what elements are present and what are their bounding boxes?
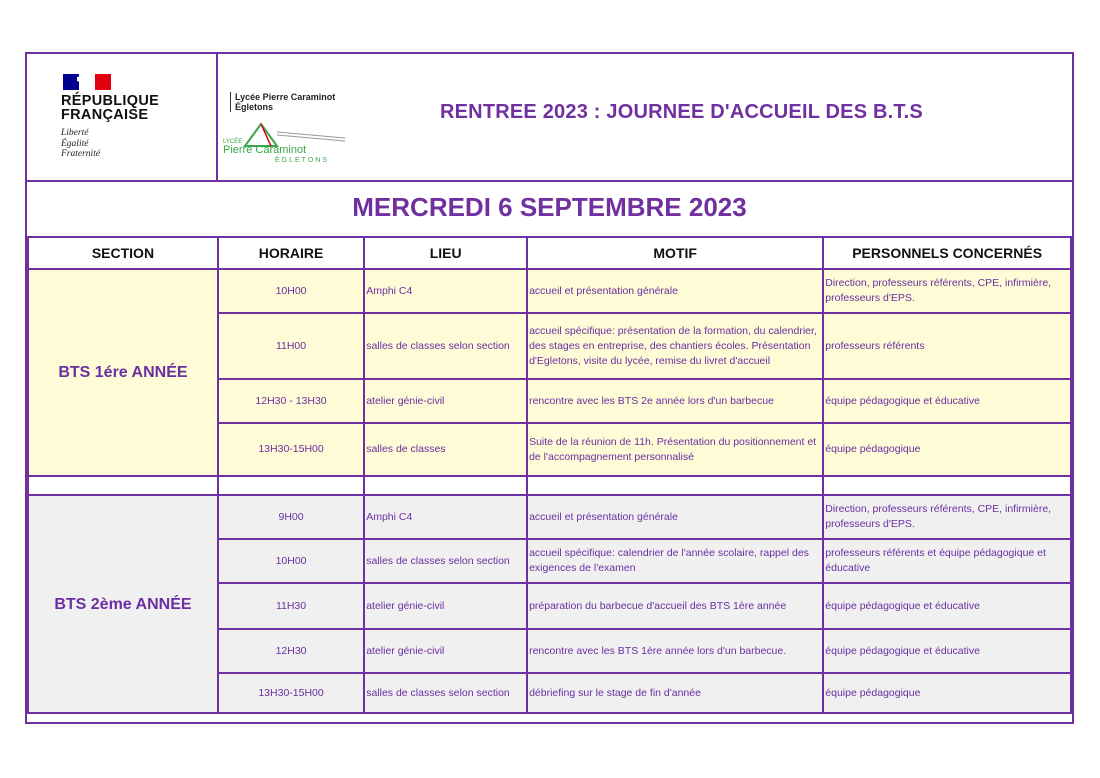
horaire-cell: 13H30-15H00 (218, 673, 364, 713)
motif-cell: accueil et présentation générale (527, 495, 823, 539)
horaire-cell: 11H30 (218, 583, 364, 629)
col-header-lieu: LIEU (364, 237, 527, 269)
devise (61, 128, 100, 160)
horaire-cell: 12H30 - 13H30 (218, 379, 364, 423)
personnels-cell: équipe pédagogique et éducative (823, 379, 1071, 423)
schedule-table (27, 236, 1072, 714)
personnels-cell: Direction, professeurs référents, CPE, infirmière, professeurs d'EPS. (823, 269, 1071, 313)
motif-cell: rencontre avec les BTS 1ère année lors d'un barbecue. (527, 629, 823, 673)
francaise-line: FRANÇAISE (61, 107, 149, 123)
devise-fraternite: Fraternité (61, 149, 101, 159)
section-bts2: BTS 2ème ANNÉE (28, 495, 218, 713)
devise-egalite: Égalité (61, 138, 89, 149)
horaire-cell: 11H00 (218, 313, 364, 379)
marianne-logo-icon (63, 74, 111, 90)
personnels-cell: équipe pédagogique et éducative (823, 629, 1071, 673)
col-header-motif: MOTIF (527, 237, 823, 269)
lycee-name-line2: Égletons (235, 102, 274, 112)
logo-city-text: ÉGLETONS (275, 157, 329, 164)
motif-cell: Suite de la réunion de 11h. Présentation du positionnement et de l'accompagnement personnalisé (527, 423, 823, 476)
motif-cell: préparation du barbecue d'accueil des BTS 1ère année (527, 583, 823, 629)
personnels-cell: Direction, professeurs référents, CPE, infirmière, professeurs d'EPS. (823, 495, 1071, 539)
horaire-cell: 12H30 (218, 629, 364, 673)
table-header-row (28, 237, 1071, 269)
lieu-cell: salles de classes (364, 423, 527, 476)
motif-cell: débriefing sur le stage de fin d'année (527, 673, 823, 713)
spacer-row (28, 476, 1071, 495)
motif-cell: accueil spécifique: calendrier de l'année scolaire, rappel des exigences de l'examen (527, 539, 823, 583)
horaire-cell: 13H30-15H00 (218, 423, 364, 476)
date-title: MERCREDI 6 SEPTEMBRE 2023 (352, 192, 747, 222)
lieu-cell: salles de classes selon section (364, 313, 527, 379)
col-header-horaire: HORAIRE (218, 237, 364, 269)
personnels-cell: professeurs référents (823, 313, 1071, 379)
lycee-name (230, 92, 335, 112)
horaire-cell: 9H00 (218, 495, 364, 539)
personnels-cell: professeurs référents et équipe pédagogique et éducative (823, 539, 1071, 583)
schedule-sheet (25, 52, 1074, 724)
personnels-cell: équipe pédagogique et éducative (823, 583, 1071, 629)
motif-cell: accueil et présentation générale (527, 269, 823, 313)
lycee-logo-icon (217, 118, 357, 166)
lieu-cell: atelier génie-civil (364, 379, 527, 423)
logo-name-text: Pierre Caraminot (223, 144, 307, 156)
col-header-personnels: PERSONNELS CONCERNÉS (823, 237, 1071, 269)
lieu-cell: Amphi C4 (364, 495, 527, 539)
lieu-cell: atelier génie-civil (364, 583, 527, 629)
header-title: RENTREE 2023 : JOURNEE D'ACCUEIL DES B.T.S (440, 101, 923, 123)
lieu-cell: atelier génie-civil (364, 629, 527, 673)
section-bts1: BTS 1ére ANNÉE (28, 269, 218, 476)
header (27, 54, 1072, 180)
motif-cell: accueil spécifique: présentation de la formation, du calendrier, des stages en entreprise, des chantiers écoles. Présentation d'Egletons, visite du lycée, remise du livret d'accueil (527, 313, 823, 379)
republique-line: RÉPUBLIQUE (61, 93, 160, 109)
date-band (27, 180, 1072, 236)
personnels-cell: équipe pédagogique (823, 423, 1071, 476)
lycee-name-line1: Lycée Pierre Caraminot (235, 92, 336, 102)
motif-cell: rencontre avec les BTS 2e année lors d'un barbecue (527, 379, 823, 423)
table-row (28, 269, 1071, 313)
republique-francaise (61, 94, 159, 122)
col-header-section: SECTION (28, 237, 218, 269)
lieu-cell: Amphi C4 (364, 269, 527, 313)
horaire-cell: 10H00 (218, 539, 364, 583)
devise-liberte: Liberté (61, 128, 89, 138)
lieu-cell: salles de classes selon section (364, 673, 527, 713)
horaire-cell: 10H00 (218, 269, 364, 313)
personnels-cell: équipe pédagogique (823, 673, 1071, 713)
lieu-cell: salles de classes selon section (364, 539, 527, 583)
logo-lycee-text: LYCÉE (223, 139, 243, 145)
table-row (28, 495, 1071, 539)
